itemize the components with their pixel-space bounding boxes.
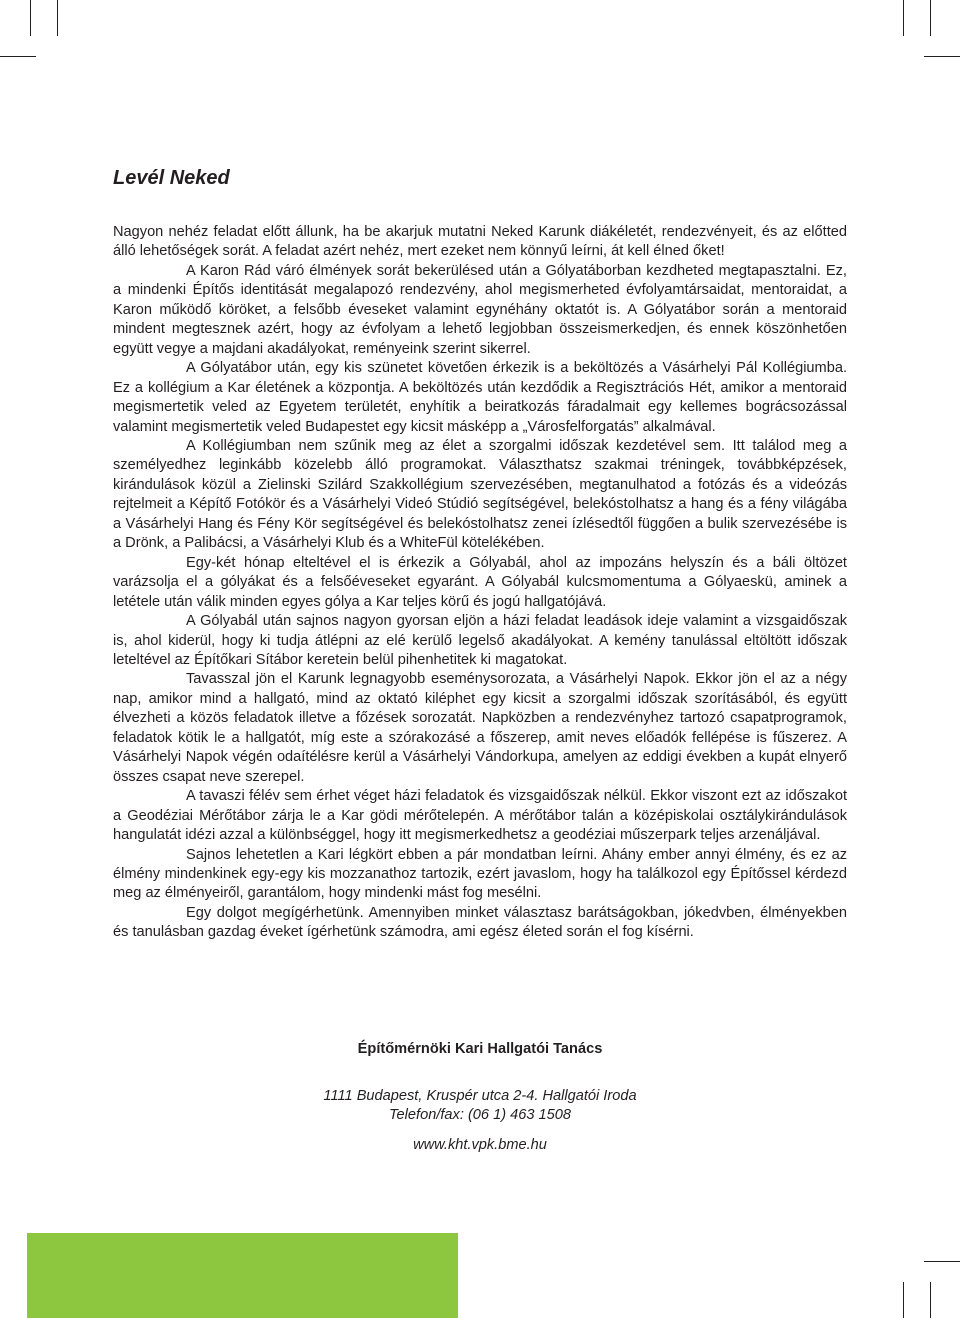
paragraph: A Gólyabál után sajnos nagyon gyorsan eljön a házi feladat leadások ideje valamint a vizsgaidőszak is, ahol kiderül, hogy ki tudja átlépni az elé kerülő legelső akadályokat. A kemény tanulással eltöltött időszak leteltével az Építőkari Sítábor keretein belül pihenhetitek ki magatokat. [113, 613, 847, 668]
paragraph: Tavasszal jön el Karunk legnagyobb eseménysorozata, a Vásárhelyi Napok. Ekkor jön el az a négy nap, amikor mind a hallgató, mind az oktató kiléphet egy kicsit a szorgalmi időszak szorításából, és együtt élvezheti a közös feladatok illetve a főzések sorozatát. Napközben a rendezvényhez tartozó csapatprogramok, feladatok kötik le a hallgatót, míg este a szórakozásé a főszerep, amit neves előadók fellépése is fűszerez. A Vásárhelyi Napok végén odaítélésre kerül a Vásárhelyi Vándorkupa, amelyen az eddigi években a kupát elnyerő összes csapat neve szerepel. [113, 671, 847, 785]
letter-body [113, 223, 847, 943]
paragraph: A Karon Rád váró élmények sorát bekerülésed után a Gólyatáborban kezdheted megtapasztalni. Ez, a mindenki Építős identitását megalapozó rendezvény, ahol megismerheted évfolyamtársaidat, mentoraidat, a Karon működő köröket, a felsőbb éveseket valamint egynéhány oktatót is. A Gólyatábor során a mentoraid mindent megtesznek azért, hogy az évfolyam a lehető legjobban összeismerkedjen, és ennek köszönhetően együtt vegye a majdani akadályokat, reményeink szerint sikerrel. [113, 262, 847, 357]
accent-bar [27, 1233, 458, 1318]
signature-organization: Építőmérnöki Kari Hallgatói Tanács [357, 1041, 603, 1057]
paragraph: A tavaszi félév sem érhet véget házi feladatok és vizsgaidőszak nélkül. Ekkor viszont ezt az időszakot a Geodéziai Mérőtábor zárja le a Kar gödi mérőtelepén. A mérőtábor talán a középiskolai osztálykirándulások hangulatát idézi azzal a különbséggel, hogy itt megismerkedhetsz a geodéziai műszerpark teljes arzenáljával. [113, 788, 847, 844]
crop-mark [57, 0, 58, 36]
paragraph: A Kollégiumban nem szűnik meg az élet a szorgalmi időszak kezdetével sem. Itt találod meg a személyedhez leginkább közelebb álló programokat. Választhatsz szakmai tréningek, továbbképzések, kirándulások közül a Zielinski Szilárd Szakkollégium szervezésében, megtanulhatod a fotózás és a videózás rejtelmeit a Képítő Fotókör és a Vásárhelyi Videó Stúdió segítségével, belekóstolhatsz a hang és a fény világába a Vásárhelyi Hang és Fény Kör segítségével és belekóstolhatsz zenei ízlésedtől függően a bulik szervezésébe is a Drönk, a Palibácsi, a Vásárhelyi Klub és a WhiteFül kötelékében. [113, 437, 847, 552]
page-title: Levél Neked [113, 167, 230, 189]
crop-mark [0, 56, 36, 57]
paragraph: Sajnos lehetetlen a Kari légkört ebben a pár mondatban leírni. Ahány ember annyi élmény, és ez az élmény mindenkinek egy-egy kis mozzanathoz tartozik, ezért javaslom, hogy ha találkozol egy Építőssel kérdezd meg az élményeiről, garantálom, hogy mindenki mást fog mesélni. [113, 846, 847, 902]
signature-address: 1111 Budapest, Kruspér utca 2-4. Hallgatói Iroda [323, 1087, 637, 1104]
crop-mark [924, 56, 960, 57]
paragraph: A Gólyatábor után, egy kis szünetet követően érkezik is a beköltözés a Vásárhelyi Pál Kollégiumba. Ez a kollégium a Kar életének a központja. A beköltözés után kezdődik a Regisztrációs Hét, amikor a mentoraid megismertetik veled az Egyetem területét, enyhítik a beiratkozás fáradalmait egy kellemes bográcsozással valamint megismertetik veled Budapestet egy kicsit másképp a „Városfelforgatás” alkalmával. [113, 360, 847, 435]
paragraph: Egy-két hónap elteltével el is érkezik a Gólyabál, ahol az impozáns helyszín és a báli öltözet varázsolja el a gólyákat és a felsőéveseket egyaránt. A Gólyabál kulcsmomentuma a Gólyaeskü, aminek a letétele után válik minden egyes gólya a Kar teljes körű és jogú hallgatójává. [113, 554, 847, 610]
crop-mark [924, 1261, 960, 1262]
signature-website-link[interactable]: www.kht.vpk.bme.hu [413, 1136, 547, 1153]
paragraph: Egy dolgot megígérhetünk. Amennyiben minket választasz barátságokban, jókedvben, élményekben és tanulásban gazdag éveket ígérhetünk számodra, ami egész életed során el fog kísérni. [113, 904, 847, 941]
crop-mark [903, 0, 904, 36]
signature-phone: Telefon/fax: (06 1) 463 1508 [388, 1107, 571, 1123]
paragraph: Nagyon nehéz feladat előtt állunk, ha be akarjuk mutatni Neked Karunk diákéletét, rendezvényeit, és az előtted álló lehetőségek sorát. A feladat azért nehéz, mert ezeket nem könnyű leírni, át kell élned őket! [113, 224, 847, 260]
crop-mark [903, 1282, 904, 1318]
crop-mark [930, 0, 931, 36]
crop-mark [930, 1282, 931, 1318]
crop-mark [30, 0, 31, 36]
signature-block [113, 1040, 847, 1155]
